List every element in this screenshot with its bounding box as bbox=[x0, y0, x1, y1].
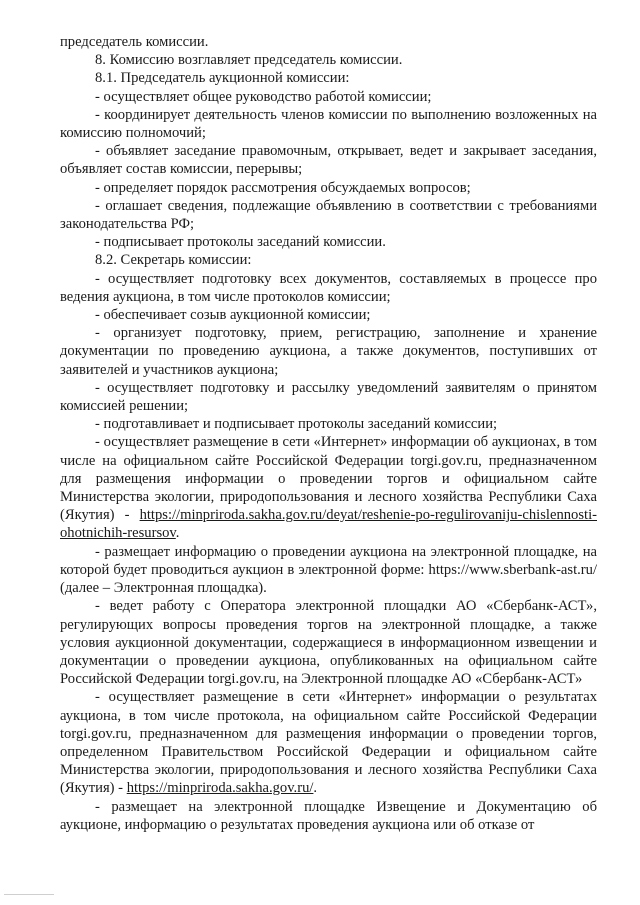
paragraph-secretary-duty-1: - осуществляет подготовку всех документов, составляемых в процессе про ведения аукциона, в том числе протоколов комиссии; bbox=[60, 270, 597, 305]
paragraph-secretary-duty-4: - осуществляет подготовку и рассылку уведомлений заявителям о принятом комиссией решении; bbox=[60, 379, 597, 415]
paragraph-chair-duty-6: - подписывает протоколы заседаний комиссии. bbox=[95, 234, 386, 251]
page-footer-mark bbox=[4, 894, 54, 895]
paragraph-8-1: 8.1. Председатель аукционной комиссии: bbox=[95, 70, 350, 87]
paragraph-secretary-duty-9-text: - осуществляет размещение в сети «Интернет» информации о результатах аукциона, в том числе протокола, на официальном сайте Российской Федерации torgi.gov.ru, предназначенном для размещения информации о проведении торгов, определенном Правительством Российской Федерации и официальном сайте Министерства экологии, природопользования и лесного хозяйства Республики Саха (Якутия) - bbox=[60, 689, 597, 797]
paragraph-chair-end: председатель комиссии. bbox=[60, 34, 209, 50]
paragraph-chair-duty-3: - объявляет заседание правомочным, открывает, ведет и закрывает заседания, объявляет состав комиссии, перерывы; bbox=[60, 143, 597, 178]
paragraph-secretary-duty-5: - подготавливает и подписывает протоколы заседаний комиссии; bbox=[95, 416, 498, 433]
paragraph-8-2: 8.2. Секретарь комиссии: bbox=[95, 252, 252, 269]
minpriroda-home-link[interactable]: https://minpriroda.sakha.gov.ru/ bbox=[126, 780, 314, 797]
paragraph-secretary-duty-9-end: . bbox=[313, 780, 318, 797]
paragraph-secretary-duty-10: - размещает на электронной площадке Извещение и Документацию об аукционе, информацию о результатах проведения аукциона или об отказе от bbox=[60, 798, 597, 833]
paragraph-secretary-duty-7: - размещает информацию о проведении аукциона на электронной площадке, на которой будет проводиться аукцион в электронной форме: https://www.sberbank-ast.ru/ (далее – Электронная площадка). bbox=[60, 543, 597, 597]
paragraph-secretary-duty-6 bbox=[60, 433, 597, 542]
minpriroda-reshenie-link[interactable]: https://minpriroda.sakha.gov.ru/deyat/reshenie-po-regulirovaniju-chislennosti-ohotnichih-resursov bbox=[60, 507, 597, 542]
paragraph-chair-duty-1: - осуществляет общее руководство работой комиссии; bbox=[95, 88, 432, 105]
paragraph-chair-duty-2: - координирует деятельность членов комиссии по выполнению возложенных на комиссию полномочий; bbox=[60, 106, 597, 142]
paragraph-secretary-duty-2: - обеспечивает созыв аукционной комиссии; bbox=[95, 307, 371, 324]
paragraph-secretary-duty-6-text: - осуществляет размещение в сети «Интернет» информации об аукционах, в том числе на официальном сайте Российской Федерации torgi.gov.ru, предназначенном для размещения информации о проведении торгов и официальном сайте Министерства экологии, природопользования и лесного хозяйства Республики Саха (Якутия) - bbox=[60, 434, 597, 524]
paragraph-chair-duty-5: - оглашает сведения, подлежащие объявлению в соответствии с требованиями законодательства РФ; bbox=[60, 197, 597, 233]
paragraph-secretary-duty-9 bbox=[60, 688, 597, 797]
paragraph-chair-duty-4: - определяет порядок рассмотрения обсуждаемых вопросов; bbox=[95, 179, 471, 196]
paragraph-secretary-duty-8: - ведет работу с Оператора электронной площадки АО «Сбербанк-АСТ», регулирующих вопросы проведения торгов на электронной площадке, а также условия аукционной документации, содержащиеся в информационном извещении и документации о проведении аукциона, опубликованных на официальном сайте Российской Федерации torgi.gov.ru, на Электронной площадке АО «Сбербанк-АСТ» bbox=[60, 598, 597, 688]
document-body bbox=[60, 33, 597, 834]
paragraph-secretary-duty-6-end: . bbox=[175, 525, 180, 542]
paragraph-8: 8. Комиссию возглавляет председатель комиссии. bbox=[95, 52, 403, 69]
paragraph-secretary-duty-3: - организует подготовку, прием, регистрацию, заполнение и хранение документации по проведению аукциона, а также документов, поступивших от заявителей и участников аукциона; bbox=[60, 325, 597, 378]
